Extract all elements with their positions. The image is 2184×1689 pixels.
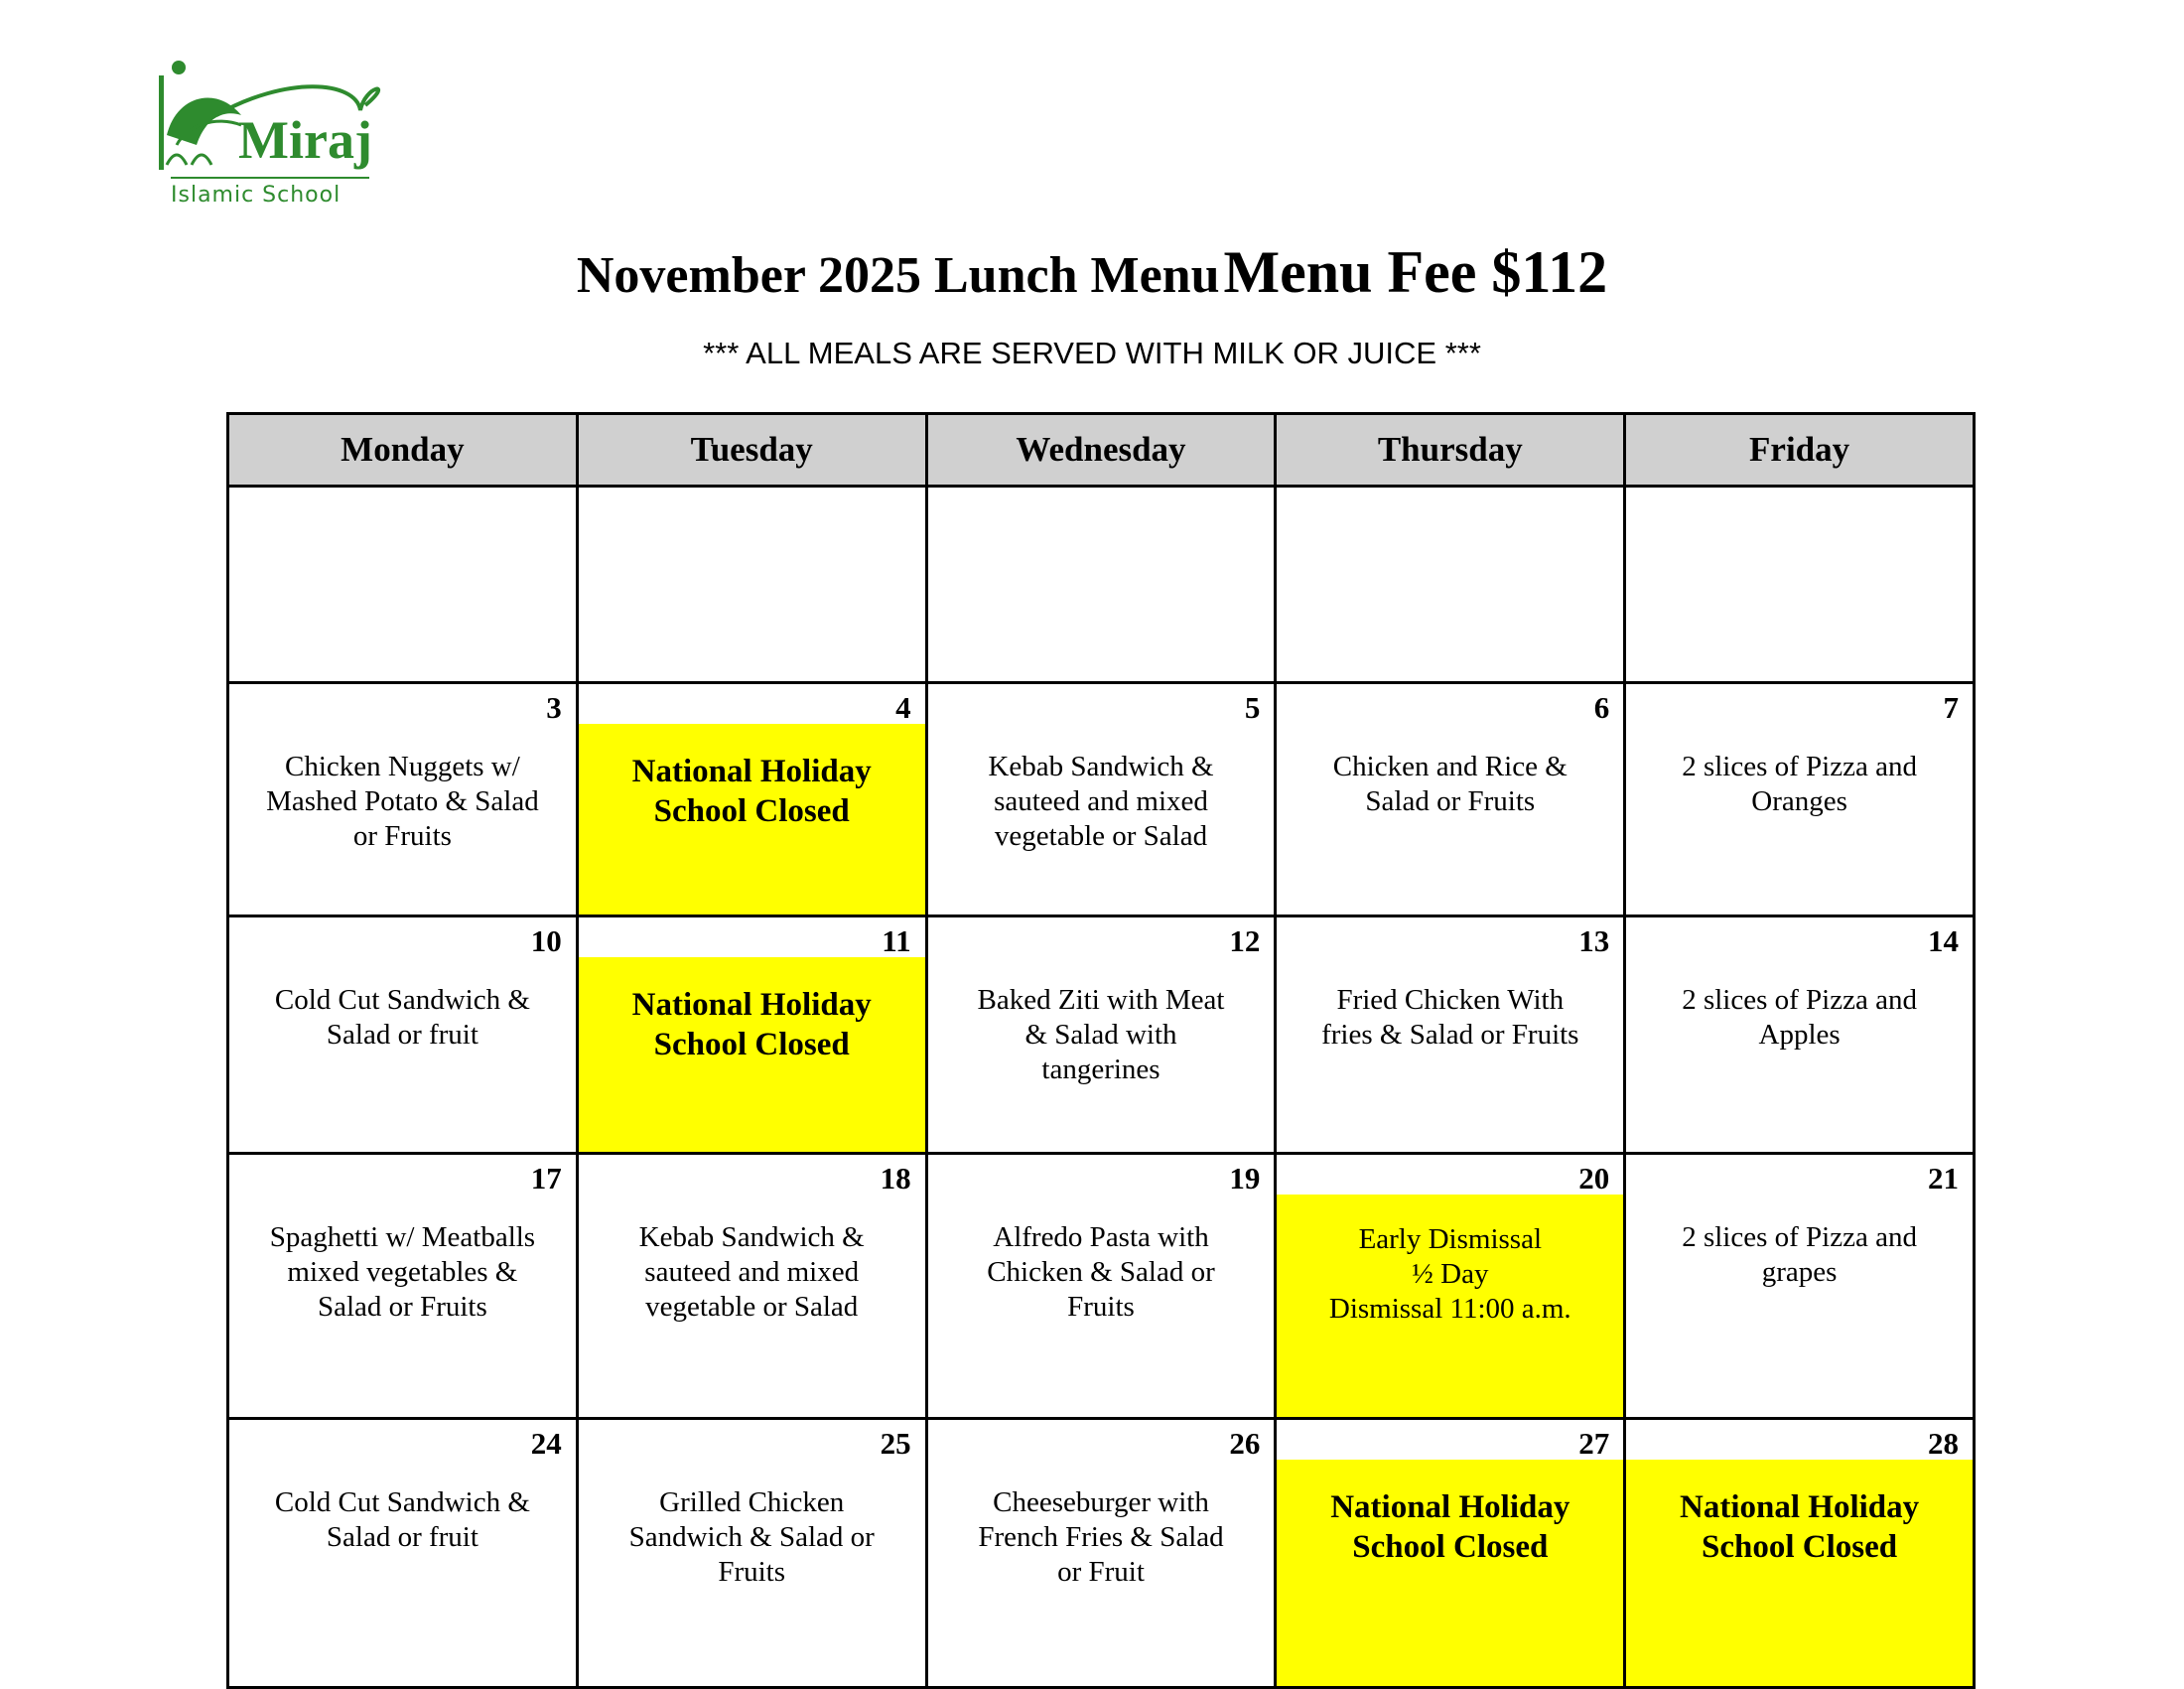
day-number: 14	[1928, 923, 1959, 958]
week-row	[228, 1419, 1975, 1688]
meal-description: Cold Cut Sandwich & Salad or fruit	[274, 1486, 530, 1553]
meal-description: Kebab Sandwich & sauteed and mixed vegetable or Salad	[638, 1221, 865, 1323]
meal-description: Alfredo Pasta with Chicken & Salad or Fruits	[987, 1221, 1215, 1323]
day-number	[1277, 488, 1623, 527]
weekday-header: Thursday	[1276, 414, 1625, 487]
day-cell	[577, 916, 926, 1154]
day-number: 4	[895, 690, 911, 725]
day-number	[928, 488, 1275, 527]
title-fee: Menu Fee $112	[1223, 239, 1608, 305]
day-number: 21	[1928, 1161, 1959, 1196]
day-number: 28	[1928, 1426, 1959, 1461]
weekday-header-row	[228, 414, 1975, 487]
day-number: 10	[530, 923, 562, 958]
day-cell	[577, 487, 926, 683]
early-dismissal-highlight: Early Dismissal ½ Day Dismissal 11:00 a.m.	[1277, 1195, 1623, 1417]
day-cell	[1276, 1419, 1625, 1688]
title-month: November 2025 Lunch Menu	[576, 247, 1220, 304]
holiday-label: National Holiday	[1330, 1489, 1570, 1525]
day-number	[579, 488, 925, 527]
meal-description: Baked Ziti with Meat & Salad with tangerines	[977, 984, 1225, 1085]
closed-label: School Closed	[653, 793, 850, 829]
holiday-highlight	[1277, 1460, 1623, 1686]
weekday-header: Wednesday	[926, 414, 1276, 487]
holiday-highlight	[579, 724, 925, 915]
closed-label: School Closed	[653, 1027, 850, 1062]
day-number: 11	[882, 923, 911, 958]
logo-subtitle: Islamic School	[171, 183, 341, 208]
week-row	[228, 916, 1975, 1154]
day-cell	[1276, 487, 1625, 683]
day-cell	[577, 1419, 926, 1688]
holiday-label: National Holiday	[631, 754, 872, 789]
holiday-highlight	[579, 957, 925, 1152]
day-number	[229, 488, 576, 527]
meal-description: Grilled Chicken Sandwich & Salad or Fruits	[628, 1486, 875, 1588]
day-cell	[1276, 683, 1625, 916]
day-cell	[1625, 683, 1975, 916]
day-cell	[926, 916, 1276, 1154]
closed-label: School Closed	[1352, 1529, 1549, 1565]
day-cell	[1276, 916, 1625, 1154]
day-cell	[577, 683, 926, 916]
day-cell	[228, 683, 578, 916]
day-number: 20	[1578, 1161, 1610, 1196]
meals-note: *** ALL MEALS ARE SERVED WITH MILK OR JUICE ***	[703, 336, 1481, 370]
day-number: 6	[1593, 690, 1610, 725]
day-cell	[1625, 1419, 1975, 1688]
day-number: 13	[1578, 923, 1610, 958]
holiday-highlight	[1626, 1460, 1973, 1686]
lunch-calendar	[226, 412, 1976, 1689]
weekday-header: Tuesday	[577, 414, 926, 487]
meal-description: Fried Chicken With fries & Salad or Fruits	[1321, 984, 1579, 1051]
day-number	[1626, 488, 1973, 527]
meal-description: Spaghetti w/ Meatballs mixed vegetables & Salad or Fruits	[269, 1221, 536, 1323]
week-row	[228, 1154, 1975, 1419]
page-title	[0, 238, 2184, 307]
meal-description: Cold Cut Sandwich & Salad or fruit	[274, 984, 530, 1051]
day-cell	[1625, 487, 1975, 683]
day-cell	[1625, 916, 1975, 1154]
weekday-header: Monday	[228, 414, 578, 487]
day-number: 7	[1943, 690, 1959, 725]
day-number: 3	[546, 690, 562, 725]
day-number: 17	[530, 1161, 562, 1196]
meal-description: Kebab Sandwich & sauteed and mixed vegetable or Salad	[988, 751, 1214, 852]
day-number: 12	[1229, 923, 1261, 958]
day-cell	[228, 1154, 578, 1419]
week-row	[228, 487, 1975, 683]
day-number: 18	[880, 1161, 911, 1196]
meal-description: Chicken and Rice & Salad or Fruits	[1332, 751, 1568, 817]
day-cell	[926, 683, 1276, 916]
meal-description: 2 slices of Pizza and Apples	[1682, 984, 1917, 1051]
day-number: 19	[1229, 1161, 1261, 1196]
day-cell	[1625, 1154, 1975, 1419]
day-number: 27	[1578, 1426, 1610, 1461]
day-number: 24	[530, 1426, 562, 1461]
logo-name: Miraj	[238, 110, 372, 170]
holiday-label: National Holiday	[1680, 1489, 1920, 1525]
school-logo	[147, 56, 395, 224]
day-cell	[228, 487, 578, 683]
day-cell	[577, 1154, 926, 1419]
meal-description: 2 slices of Pizza and Oranges	[1682, 751, 1917, 817]
meal-description: Chicken Nuggets w/ Mashed Potato & Salad or Fruits	[266, 751, 539, 852]
meal-description: 2 slices of Pizza and grapes	[1682, 1221, 1917, 1288]
day-number: 5	[1244, 690, 1261, 725]
meal-description: Cheeseburger with French Fries & Salad or Fruit	[978, 1486, 1224, 1588]
week-row	[228, 683, 1975, 916]
day-cell	[926, 1419, 1276, 1688]
day-cell	[1276, 1154, 1625, 1419]
day-number: 25	[880, 1426, 911, 1461]
day-cell	[926, 1154, 1276, 1419]
day-cell	[228, 916, 578, 1154]
holiday-label: National Holiday	[631, 987, 872, 1023]
logo-rule	[171, 177, 369, 179]
closed-label: School Closed	[1702, 1529, 1898, 1565]
day-number: 26	[1229, 1426, 1261, 1461]
day-cell	[228, 1419, 578, 1688]
day-cell	[926, 487, 1276, 683]
weekday-header: Friday	[1625, 414, 1975, 487]
